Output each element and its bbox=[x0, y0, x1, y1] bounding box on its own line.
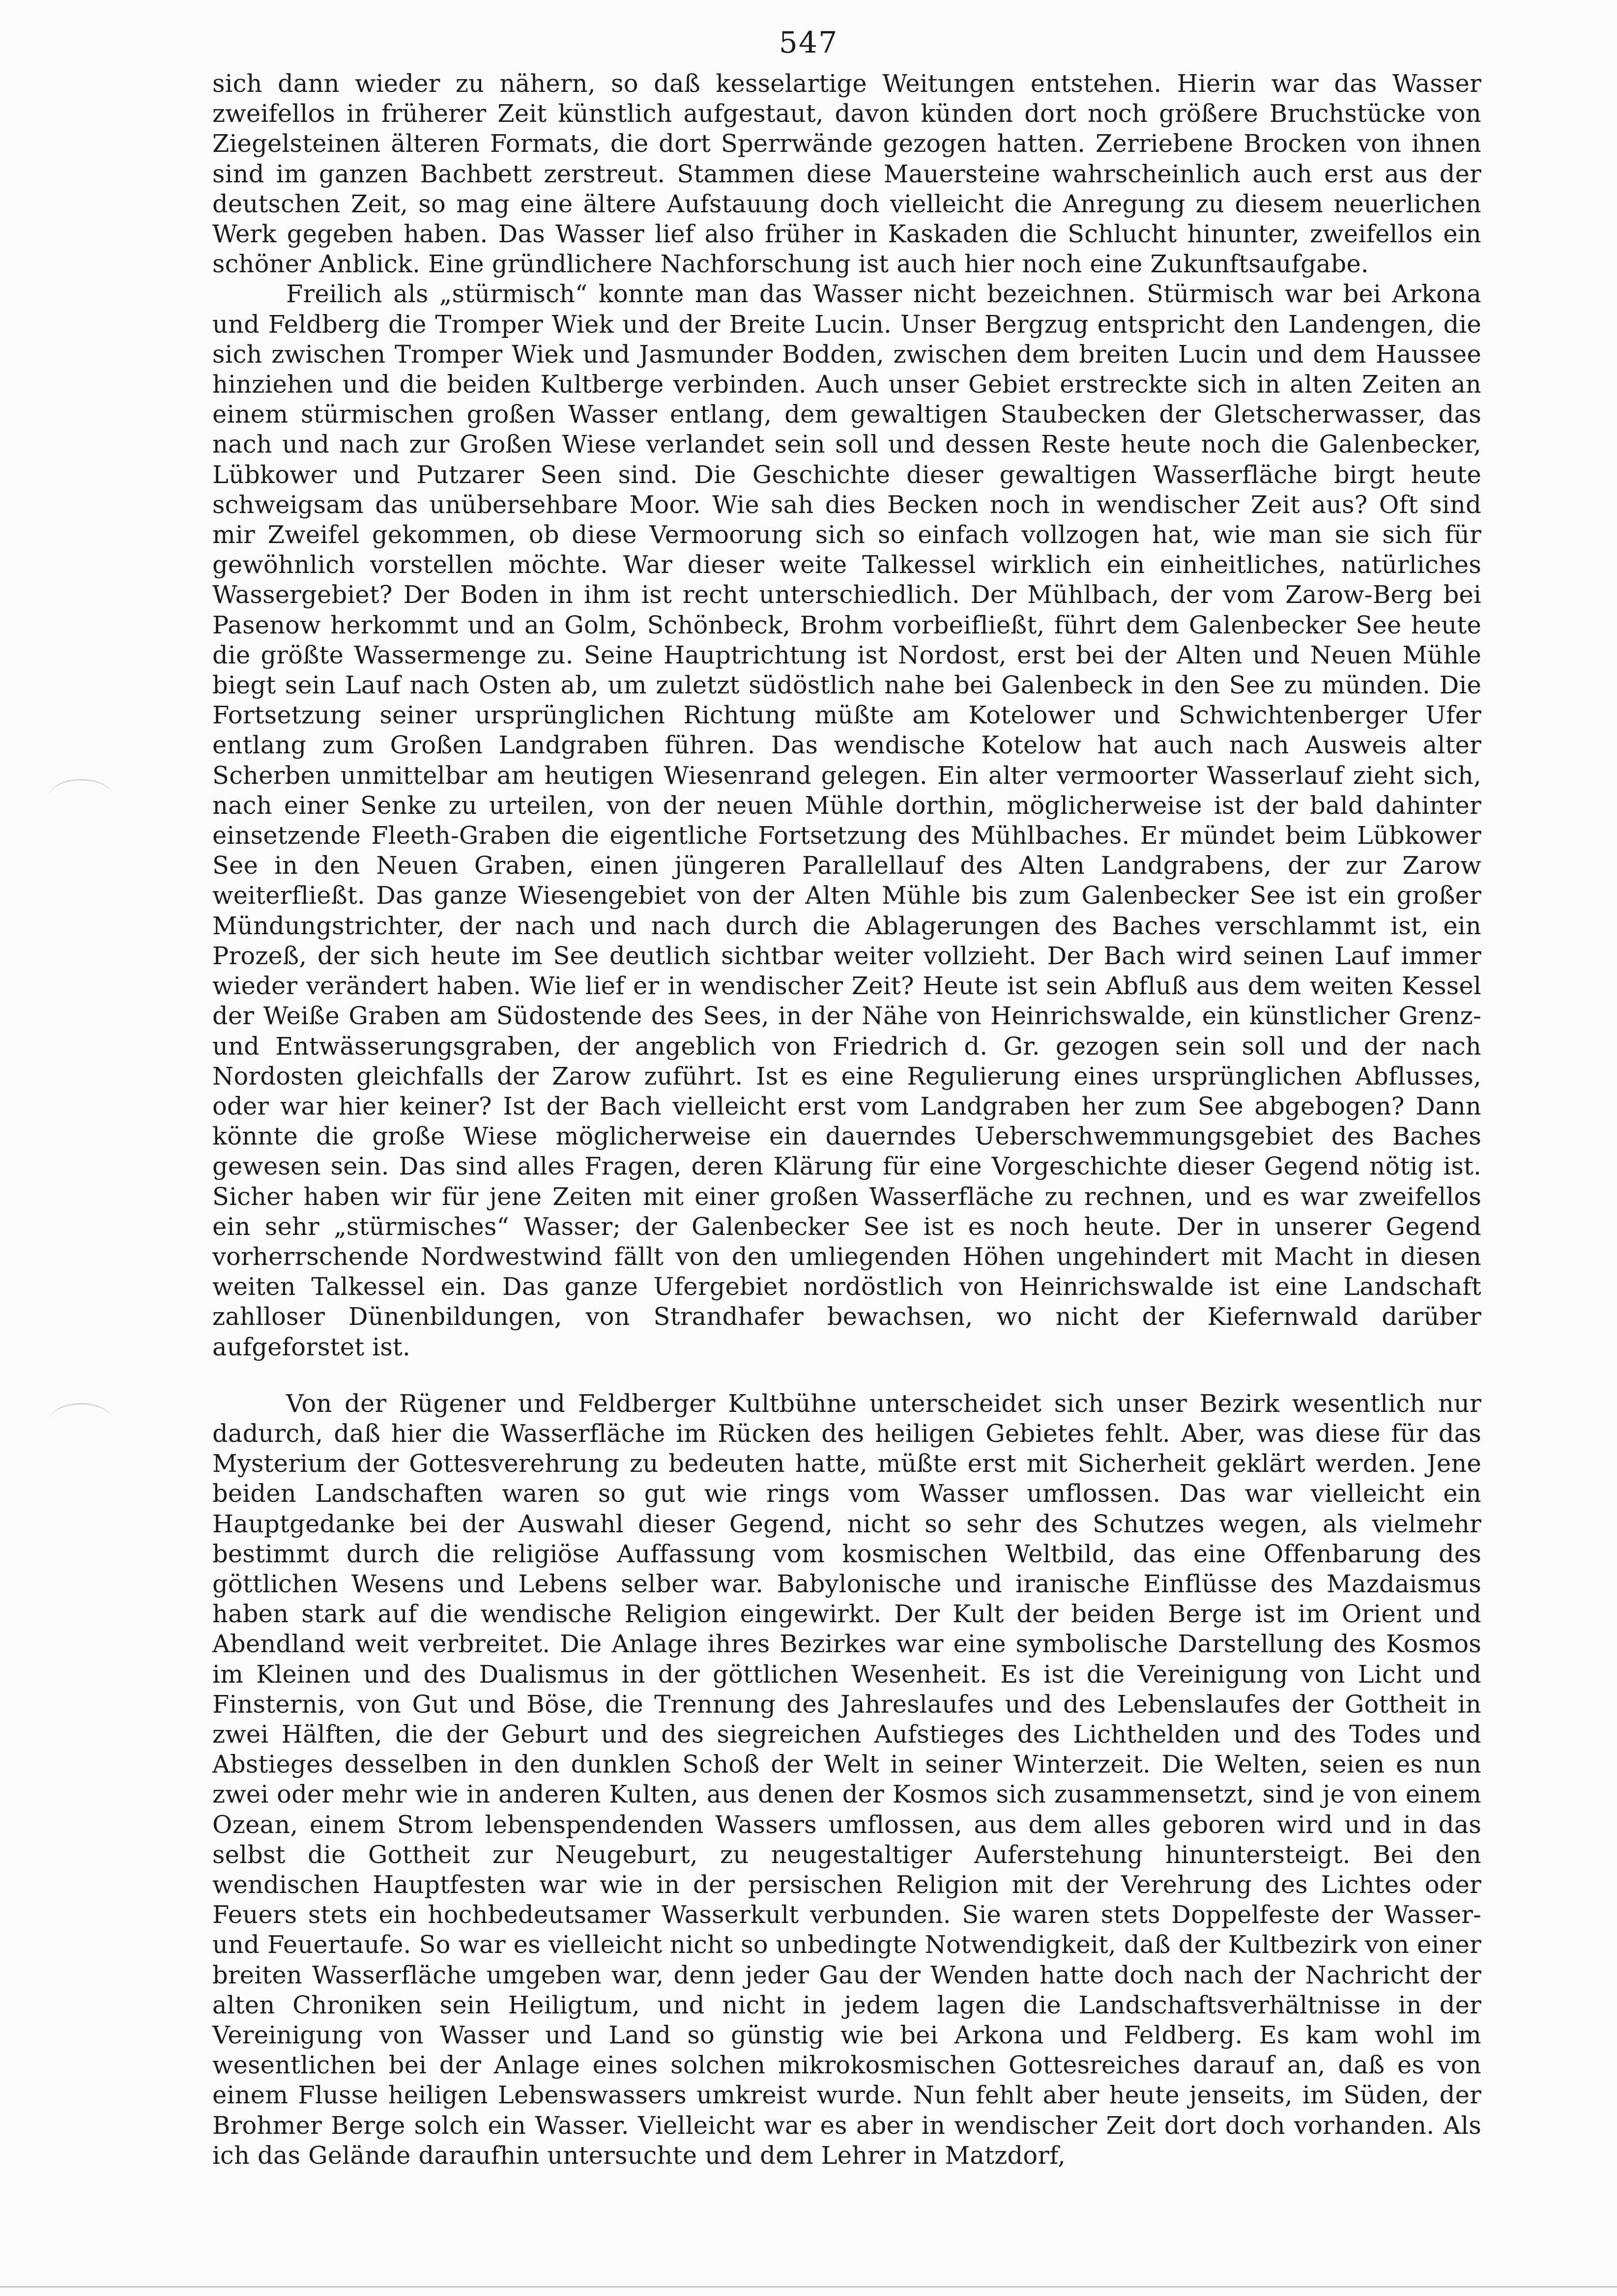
paragraph-2: Freilich als „stürmisch“ konnte man das Wasser nicht bezeichnen. Stürmisch war bei Arkona und Feldberg die Tromper Wiek und der Breite Lucin. Unser Bergzug entspricht den Landengen, die sich zwischen Tromper Wiek und Jasmunder Bodden, zwischen dem breiten Lucin und dem Haussee hinziehen und die beiden Kultberge verbinden. Auch unser Gebiet erstreckte sich in alten Zeiten an einem stürmischen großen Wasser entlang, dem gewaltigen Staubecken der Gletscherwasser, das nach und nach zur Großen Wiese verlandet sein soll und dessen Reste heute noch die Galenbecker, Lübkower und Putzarer Seen sind. Die Geschichte dieser gewaltigen Wasserfläche birgt heute schweigsam das unübersehbare Moor. Wie sah dies Becken noch in wendischer Zeit aus? Oft sind mir Zweifel gekommen, ob diese Vermoorung sich so einfach vollzogen hat, wie man sie sich für gewöhnlich vorstellen möchte. War dieser weite Talkessel wirklich ein einheitliches, natürliches Wassergebiet? Der Boden in ihm ist recht unterschiedlich. Der Mühlbach, der vom Zarow-Berg bei Pasenow herkommt und an Golm, Schönbeck, Brohm vorbeifließt, führt dem Galenbecker See heute die größte Wassermenge zu. Seine Hauptrichtung ist Nordost, erst bei der Alten und Neuen Mühle biegt sein Lauf nach Osten ab, um zuletzt südöstlich nahe bei Galenbeck in den See zu münden. Die Fortsetzung seiner ursprünglichen Richtung müßte am Kotelower und Schwichtenberger Ufer entlang zum Großen Landgraben führen. Das wendische Kotelow hat auch nach Ausweis alter Scherben unmittelbar am heutigen Wiesenrand gelegen. Ein alter vermoorter Wasserlauf zieht sich, nach einer Senke zu urteilen, von der neuen Mühle dorthin, möglicherweise ist der bald dahinter einsetzende Fleeth-Graben die eigentliche Fortsetzung des Mühlbaches. Er mündet beim Lübkower See in den Neuen Graben, einen jüngeren Parallellauf des Alten Landgrabens, der zur Zarow weiterfließt. Das ganze Wiesengebiet von der Alten Mühle bis zum Galenbecker See ist ein großer Mündungstrichter, der nach und nach durch die Ablagerungen des Baches verschlammt ist, ein Prozeß, der sich heute im See deutlich sichtbar weiter vollzieht. Der Bach wird seinen Lauf immer wieder verändert haben. Wie lief er in wendischer Zeit? Heute ist sein Abfluß aus dem weiten Kessel der Weiße Graben am Südostende des Sees, in der Nähe von Heinrichswalde, ein künstlicher Grenz- und Entwässerungsgraben, der angeblich von Friedrich d. Gr. gezogen sein soll und der nach Nordosten gleichfalls der Zarow zuführt. Ist es eine Regulierung eines ursprünglichen Abflusses, oder war hier keiner? Ist der Bach vielleicht erst vom Landgraben her zum See abgebogen? Dann könnte die große Wiese möglicherweise ein dauerndes Ueberschwemmungsgebiet des Baches gewesen sein. Das sind alles Fragen, deren Klärung für eine Vorgeschichte dieser Gegend nötig ist. Sicher haben wir für jene Zeiten mit einer großen Wasserfläche zu rechnen, und es war zweifellos ein sehr „stürmisches“ Wasser; der Galenbecker See ist es noch heute. Der in unserer Gegend vorherrschende Nordwestwind fällt von den umliegenden Höhen ungehindert mit Macht in diesen weiten Talkessel ein. Das ganze Ufergebiet nordöstlich von Heinrichswalde ist eine Landschaft zahlloser Dünenbildungen, von Strandhafer bewachsen, wo nicht der Kiefernwald darüber aufgeforstet ist. bbox=[212, 280, 1481, 1361]
page-number: 547 bbox=[779, 26, 838, 60]
scan-edge-line bbox=[0, 2286, 1617, 2288]
paragraph-1: sich dann wieder zu nähern, so daß kesselartige Weitungen entstehen. Hierin war das Wasser zweifellos in früherer Zeit künstlich aufgestaut, davon künden dort noch größere Bruchstücke von Ziegelsteinen älteren Formats, die dort Sperrwände gezogen hatten. Zerriebene Brocken von ihnen sind im ganzen Bachbett zerstreut. Stammen diese Mauersteine wahrscheinlich auch erst aus der deutschen Zeit, so mag eine ältere Aufstauung doch vielleicht die Anregung zu diesem neuerlichen Werk gegeben haben. Das Wasser lief also früher in Kaskaden die Schlucht hinunter, zweifellos ein schöner Anblick. Eine gründlichere Nachforschung ist auch hier noch eine Zukunftsaufgabe. bbox=[212, 69, 1481, 279]
punch-hole-mark-upper bbox=[49, 779, 113, 815]
paragraph-3: Von der Rügener und Feldberger Kultbühne unterscheidet sich unser Bezirk wesentlich nur dadurch, daß hier die Wasserfläche im Rücken des heiligen Gebietes fehlt. Aber, was diese für das Mysterium der Gottesverehrung zu bedeuten hatte, müßte erst mit Sicherheit geklärt werden. Jene beiden Landschaften waren so gut wie rings vom Wasser umflossen. Das war vielleicht ein Hauptgedanke bei der Auswahl dieser Gegend, nicht so sehr des Schutzes wegen, als vielmehr bestimmt durch die religiöse Auffassung vom kosmischen Weltbild, das eine Offenbarung des göttlichen Wesens und Lebens selber war. Babylonische und iranische Einflüsse des Mazdaismus haben stark auf die wendische Religion eingewirkt. Der Kult der beiden Berge ist im Orient und Abendland weit verbreitet. Die Anlage ihres Bezirkes war eine symbolische Darstellung des Kosmos im Kleinen und des Dualismus in der göttlichen Wesenheit. Es ist die Vereinigung von Licht und Finsternis, von Gut und Böse, die Trennung des Jahreslaufes und des Lebenslaufes der Gottheit in zwei Hälften, die der Geburt und des siegreichen Aufstieges des Lichthelden und des Todes und Abstieges desselben in den dunklen Schoß der Welt in seiner Winterzeit. Die Welten, seien es nun zwei oder mehr wie in anderen Kulten, aus denen der Kosmos sich zusammensetzt, sind je von einem Ozean, einem Strom lebenspendenden Wassers umflossen, aus dem alles geboren wird und in das selbst die Gottheit zur Neugeburt, zu neugestaltiger Auferstehung hinuntersteigt. Bei den wendischen Hauptfesten war wie in der persischen Religion mit der Verehrung des Lichtes oder Feuers stets ein hochbedeutsamer Wasserkult verbunden. Sie waren stets Doppelfeste der Wasser- und Feuertaufe. So war es vielleicht nicht so unbedingte Notwendigkeit, daß der Kultbezirk von einer breiten Wasserfläche umgeben war, denn jeder Gau der Wenden hatte doch nach der Nachricht der alten Chroniken sein Heiligtum, und nicht in jedem lagen die Landschaftsverhältnisse in der Vereinigung von Wasser und Land so günstig wie bei Arkona und Feldberg. Es kam wohl im wesentlichen bei der Anlage eines solchen mikrokosmischen Gottesreiches darauf an, daß es von einem Flusse heiligen Lebenswassers umkreist wurde. Nun fehlt aber heute jenseits, im Süden, der Brohmer Berge solch ein Wasser. Vielleicht war es aber in wendischer Zeit dort doch vorhanden. Als ich das Gelände daraufhin untersuchte und dem Lehrer in Matzdorf, bbox=[212, 1389, 1481, 2170]
punch-hole-mark-lower bbox=[49, 1403, 113, 1439]
body-text bbox=[212, 69, 1481, 2171]
